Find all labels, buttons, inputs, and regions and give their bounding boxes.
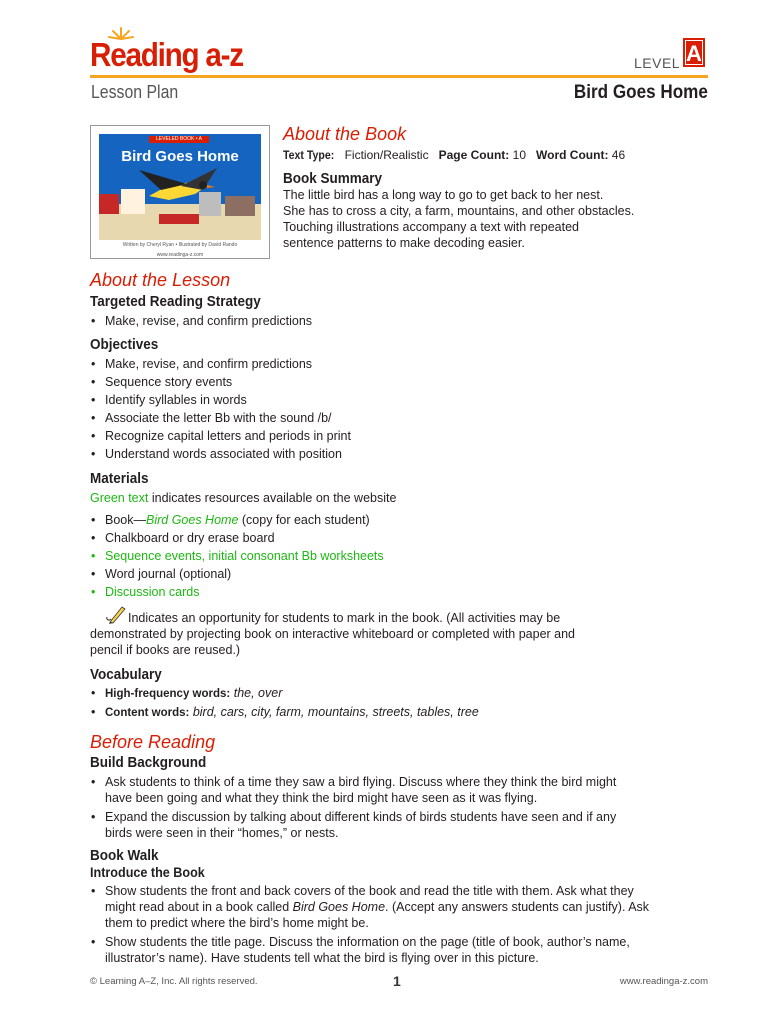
- level-badge: A: [683, 38, 705, 67]
- list-item: [90, 809, 690, 841]
- footer-site-link[interactable]: www.readinga-z.com: [619, 976, 708, 987]
- book-summary-heading: Book Summary: [283, 170, 383, 187]
- item-line: • Expand the discussion by talking about different kinds of birds students have seen and if any: [105, 810, 617, 824]
- materials-heading: Materials: [90, 470, 149, 487]
- materials-note-text: indicates resources available on the website: [148, 491, 397, 505]
- about-book-heading: About the Book: [283, 124, 407, 144]
- item-line: illustrator’s name). Have students tell what the bird is flying over in this picture.: [105, 951, 539, 965]
- logo-text: Reading a-z: [90, 36, 243, 73]
- vocabulary-heading: Vocabulary: [90, 666, 162, 683]
- list-item: • Make, revise, and confirm predictions: [90, 312, 312, 330]
- objectives-heading: Objectives: [90, 336, 159, 353]
- book-cover: [90, 125, 270, 259]
- vocabulary-list: [90, 684, 479, 722]
- list-item: [90, 684, 479, 703]
- before-reading-heading: Before Reading: [90, 732, 216, 752]
- text-type-label: Text Type:: [283, 148, 335, 162]
- summary-line: She has to cross a city, a farm, mountains, and other obstacles.: [283, 204, 635, 218]
- objectives-list: [90, 355, 351, 463]
- introduce-book-heading: Introduce the Book: [90, 864, 205, 880]
- book-meta: [283, 147, 625, 163]
- reading-az-logo: [90, 26, 243, 74]
- list-item[interactable]: • Sequence events, initial consonant Bb worksheets: [90, 547, 384, 565]
- item-line: • Show students the title page. Discuss the information on the page (title of book, author’s name,: [105, 935, 630, 949]
- strategy-heading: Targeted Reading Strategy: [90, 293, 261, 310]
- summary-line: The little bird has a long way to go to get back to her nest.: [283, 188, 604, 202]
- pencil-note-line: demonstrated by projecting book on interactive whiteboard or completed with paper and: [90, 627, 576, 641]
- content-label: Content words:: [105, 707, 190, 719]
- item-book-title: Bird Goes Home: [292, 900, 386, 914]
- list-item: [90, 703, 479, 722]
- book-walk-heading: Book Walk: [90, 847, 159, 864]
- hf-words: the, over: [233, 686, 283, 700]
- page-count-label: Page Count:: [438, 148, 510, 162]
- item-line: • Show students the front and back covers of the book and read the title with them. Ask what they: [105, 884, 634, 898]
- page-number: 1: [393, 973, 401, 989]
- bird-illustration-icon: [99, 134, 261, 240]
- level-label: LEVEL: [634, 55, 681, 71]
- item-text: . (Accept any answers students can justify). Ask: [385, 900, 650, 914]
- item-line: them to predict where the bird’s home might be.: [105, 916, 369, 930]
- list-item: • Recognize capital letters and periods in print: [90, 427, 351, 445]
- word-count-value: 46: [611, 148, 626, 162]
- introduce-book-list: [90, 883, 690, 966]
- content-words: bird, cars, city, farm, mountains, streets, tables, tree: [192, 705, 479, 719]
- list-item[interactable]: • Discussion cards: [90, 583, 384, 601]
- header-book-title: Bird Goes Home: [574, 82, 708, 103]
- list-item: [90, 774, 690, 806]
- book-summary: [283, 187, 683, 251]
- summary-line: Touching illustrations accompany a text with repeated: [283, 220, 579, 234]
- list-item: • Make, revise, and confirm predictions: [90, 355, 351, 373]
- pencil-note-line: pencil if books are reused.): [90, 643, 241, 657]
- list-item: • Word journal (optional): [90, 565, 384, 583]
- list-item: [90, 934, 690, 966]
- cover-site-text: www.readinga-z.com: [156, 252, 204, 258]
- green-text-label: Green text: [90, 491, 149, 505]
- pencil-note: [90, 610, 650, 658]
- cover-band: LEVELED BOOK • A: [149, 136, 209, 143]
- list-item: • Understand words associated with position: [90, 445, 351, 463]
- cover-credit: [99, 242, 261, 258]
- about-lesson-heading: About the Lesson: [90, 270, 231, 290]
- build-background-heading: Build Background: [90, 754, 207, 771]
- cover-illustration: [99, 134, 261, 240]
- materials-list: [90, 511, 384, 601]
- header-rule: [90, 75, 708, 78]
- cover-credit-text: Written by Cheryl Ryan • Illustrated by David Rando: [122, 242, 238, 248]
- page-count-value: 10: [512, 148, 526, 162]
- cover-title: Bird Goes Home: [121, 148, 239, 165]
- item-text: might read about in a book called: [105, 900, 293, 914]
- item-line: birds were seen in their “homes,” or nests.: [105, 826, 339, 840]
- list-item: • Chalkboard or dry erase board: [90, 529, 384, 547]
- book-prefix: Book—: [105, 513, 146, 527]
- book-suffix: (copy for each student): [238, 513, 370, 527]
- text-type-value: Fiction/Realistic: [344, 148, 429, 162]
- item-line: have been going and what they think the bird might have seen as it was flying.: [105, 791, 538, 805]
- footer-copyright: © Learning A–Z, Inc. All rights reserved.: [90, 976, 258, 987]
- materials-note: [90, 490, 396, 506]
- strategy-list: [90, 312, 312, 330]
- list-item: • Sequence story events: [90, 373, 351, 391]
- list-item: [90, 883, 690, 931]
- item-line: • Ask students to think of a time they saw a bird flying. Discuss where they think the bird might: [105, 775, 617, 789]
- word-count-label: Word Count:: [536, 148, 609, 162]
- build-background-list: [90, 774, 690, 841]
- pencil-note-line: Indicates an opportunity for students to mark in the book. (All activities may be: [128, 611, 561, 625]
- book-resource-link[interactable]: Bird Goes Home: [146, 513, 239, 527]
- list-item: • Identify syllables in words: [90, 391, 351, 409]
- summary-line: sentence patterns to make decoding easier.: [283, 236, 525, 250]
- hf-label: High-frequency words:: [105, 688, 231, 700]
- item-line: [105, 899, 690, 915]
- list-item: [90, 511, 384, 529]
- doc-type: Lesson Plan: [91, 82, 179, 102]
- list-item: • Associate the letter Bb with the sound /b/: [90, 409, 351, 427]
